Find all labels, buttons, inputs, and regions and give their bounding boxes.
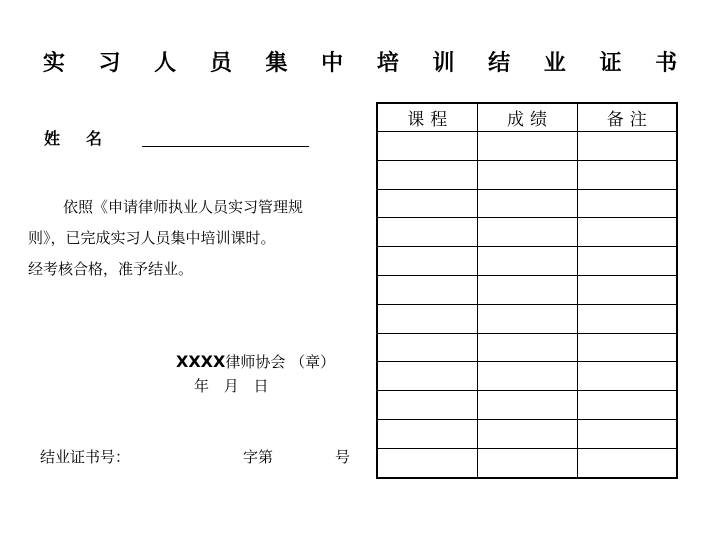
body-line-3: 经考核合格，准予结业。 (28, 260, 194, 278)
course-cell[interactable] (377, 419, 477, 448)
remarks-cell[interactable] (577, 275, 677, 304)
name-input-line[interactable] (142, 146, 309, 147)
name-label: 姓名 (44, 129, 129, 148)
grade-cell[interactable] (477, 132, 577, 161)
grade-cell[interactable] (477, 419, 577, 448)
grade-cell[interactable] (477, 189, 577, 218)
table-row (377, 419, 677, 448)
table-row (377, 333, 677, 362)
header-remarks: 备注 (577, 103, 677, 132)
grade-cell[interactable] (477, 391, 577, 420)
remarks-cell[interactable] (577, 247, 677, 276)
grade-cell[interactable] (477, 218, 577, 247)
certificate-number-label: 结业证书号： (40, 448, 131, 466)
table-row (377, 160, 677, 189)
table-row (377, 218, 677, 247)
grade-cell[interactable] (477, 448, 577, 477)
table-row (377, 189, 677, 218)
grade-cell[interactable] (477, 304, 577, 333)
certificate-body (28, 192, 358, 285)
grades-header-row (377, 103, 677, 132)
table-row (377, 275, 677, 304)
grade-cell[interactable] (477, 247, 577, 276)
association-name-suffix: 律师协会 （章） (225, 353, 336, 371)
course-cell[interactable] (377, 391, 477, 420)
course-cell[interactable] (377, 160, 477, 189)
header-grade: 成绩 (477, 103, 577, 132)
table-row (377, 304, 677, 333)
table-row (377, 391, 677, 420)
course-cell[interactable] (377, 275, 477, 304)
course-cell[interactable] (377, 448, 477, 477)
course-cell[interactable] (377, 189, 477, 218)
grade-cell[interactable] (477, 275, 577, 304)
remarks-cell[interactable] (577, 448, 677, 477)
table-row (377, 362, 677, 391)
body-line-1: 依照《申请律师执业人员实习管理规 (63, 198, 304, 216)
grade-cell[interactable] (477, 362, 577, 391)
remarks-cell[interactable] (577, 391, 677, 420)
course-cell[interactable] (377, 333, 477, 362)
grade-cell[interactable] (477, 333, 577, 362)
table-row (377, 247, 677, 276)
course-cell[interactable] (377, 304, 477, 333)
remarks-cell[interactable] (577, 362, 677, 391)
remarks-cell[interactable] (577, 333, 677, 362)
header-course: 课程 (377, 103, 477, 132)
date-line: 年 月 日 (194, 377, 269, 395)
name-row (44, 126, 128, 149)
grades-body (377, 132, 677, 478)
table-row (377, 132, 677, 161)
certificate-number-suffix: 号 (335, 448, 351, 466)
table-row (377, 448, 677, 477)
course-cell[interactable] (377, 362, 477, 391)
grade-cell[interactable] (477, 160, 577, 189)
course-cell[interactable] (377, 132, 477, 161)
remarks-cell[interactable] (577, 132, 677, 161)
certificate-title: 实 习 人 员 集 中 培 训 结 业 证 书 (42, 51, 691, 76)
remarks-cell[interactable] (577, 419, 677, 448)
remarks-cell[interactable] (577, 304, 677, 333)
association-seal-line (176, 351, 335, 372)
certificate-word-label: 字第 (243, 448, 274, 466)
course-cell[interactable] (377, 247, 477, 276)
remarks-cell[interactable] (577, 160, 677, 189)
body-line-2: 则》，已完成实习人员集中培训课时。 (28, 229, 276, 247)
association-name-prefix: XXXX (176, 352, 226, 371)
remarks-cell[interactable] (577, 218, 677, 247)
remarks-cell[interactable] (577, 189, 677, 218)
grades-table (376, 102, 678, 479)
course-cell[interactable] (377, 218, 477, 247)
